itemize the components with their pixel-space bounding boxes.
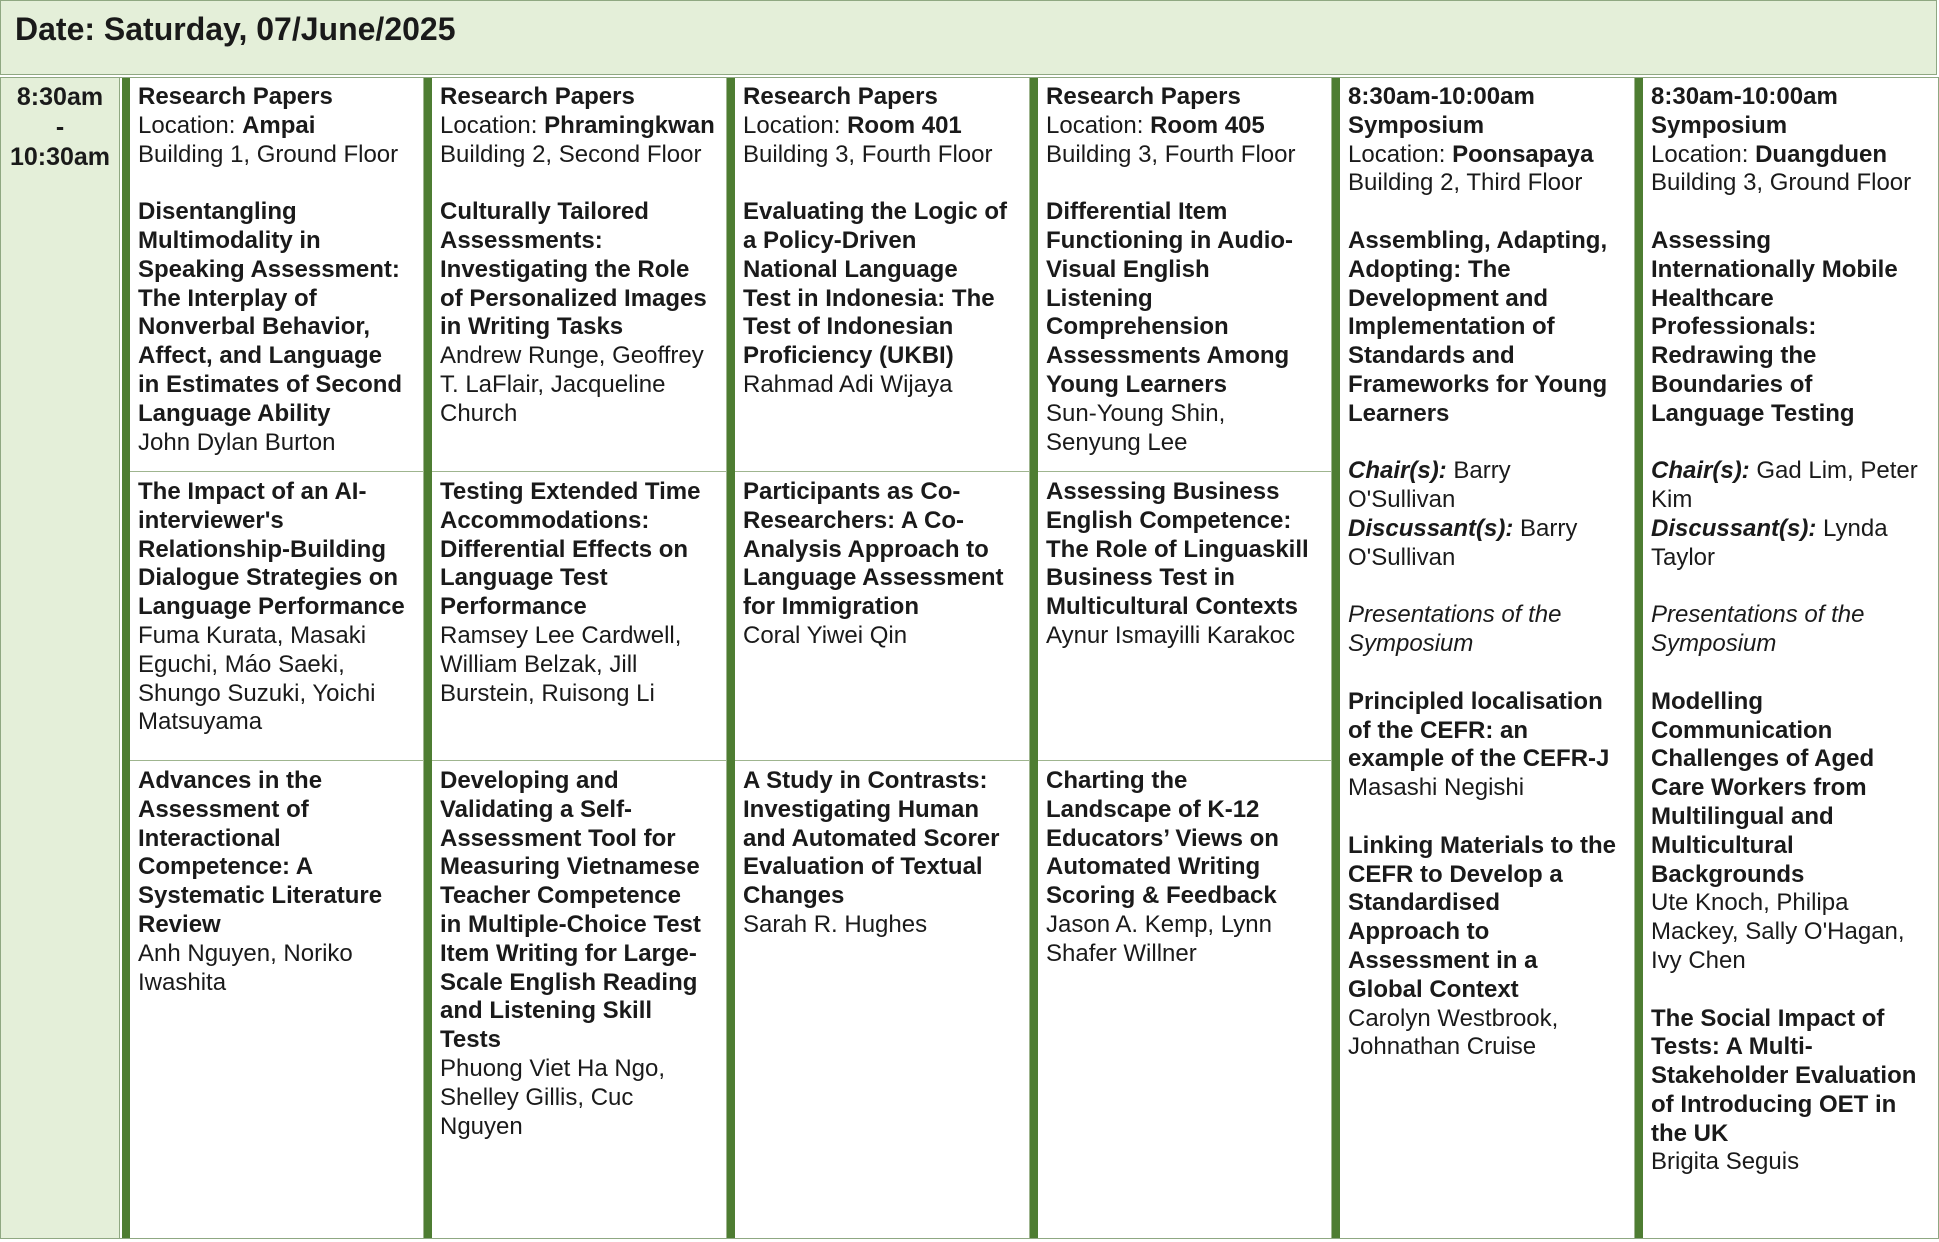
heading-line: Assessments: xyxy=(440,226,603,254)
heading-line: of Personalized Images xyxy=(440,284,707,312)
location-label: Location: xyxy=(1348,140,1453,168)
heading-line: Differential Item xyxy=(1046,198,1228,226)
session-cell xyxy=(432,760,726,1238)
session-cell xyxy=(130,471,423,760)
text-line: William Belzak, Jill xyxy=(440,650,638,678)
session-column-6 xyxy=(1635,77,1939,1239)
heading-line: Language Performance xyxy=(138,593,405,621)
heading-line: in Writing Tasks xyxy=(440,313,624,341)
heading-line: Communication xyxy=(1651,716,1833,744)
spacer xyxy=(440,169,726,198)
heading-line: 8:30am-10:00am xyxy=(1348,83,1535,110)
role-person: Gad Lim, Peter xyxy=(1749,457,1918,485)
role-label: Chair(s): xyxy=(1651,457,1750,485)
heading-line: The Social Impact of xyxy=(1651,1004,1885,1032)
heading-line: Developing and xyxy=(440,767,619,794)
heading-line: in Multiple-Choice Test xyxy=(440,910,701,938)
text-line: Kim xyxy=(1651,486,1693,514)
time-start: 8:30am xyxy=(16,83,104,111)
text-line: Nguyen xyxy=(440,1112,523,1140)
text-line: Shafer Willner xyxy=(1046,939,1197,967)
heading-line: Research Papers xyxy=(440,83,635,110)
heading-line: English Competence: xyxy=(1046,506,1292,534)
heading-line: Principled localisation xyxy=(1348,687,1603,715)
heading-line: Testing Extended Time xyxy=(440,478,701,505)
heading-line: Evaluating the Logic of xyxy=(743,198,1008,226)
heading-line: Multicultural Contexts xyxy=(1046,593,1299,621)
heading-line: The Interplay of xyxy=(138,284,317,312)
heading-line: Evaluation of Textual xyxy=(743,853,983,881)
heading-line: Assessing Business xyxy=(1046,478,1280,505)
heading-line: Healthcare xyxy=(1651,284,1774,312)
heading-line: Frameworks for Young xyxy=(1348,370,1608,398)
text-line: Ute Knoch, Philipa xyxy=(1651,889,1849,917)
location-line xyxy=(440,112,726,141)
heading-line: Accommodations: xyxy=(440,506,650,534)
text-line: Church xyxy=(440,399,518,427)
heading-line: Development and xyxy=(1348,284,1549,312)
heading-line: Research Papers xyxy=(743,83,938,110)
heading-line: and Automated Scorer xyxy=(743,824,1000,852)
role-line xyxy=(1651,457,1938,486)
heading-line: Assessment in a xyxy=(1348,946,1538,974)
heading-line: Nonverbal Behavior, xyxy=(138,313,371,341)
heading-line: Proficiency (UKBI) xyxy=(743,342,954,370)
heading-line: for Immigration xyxy=(743,593,920,621)
heading-line: Assessment of xyxy=(138,795,309,823)
heading-line: Approach to xyxy=(1348,918,1490,946)
heading-line: Visual English xyxy=(1046,255,1210,283)
heading-line: Changes xyxy=(743,882,845,910)
spacer xyxy=(1651,198,1938,227)
location-label: Location: xyxy=(440,111,545,139)
text-line: Mackey, Sally O'Hagan, xyxy=(1651,918,1905,946)
heading-line: Analysis Approach to xyxy=(743,535,989,563)
heading-line: Charting the xyxy=(1046,767,1188,794)
spacer xyxy=(1651,659,1938,688)
text-line: Ivy Chen xyxy=(1651,946,1746,974)
spacer xyxy=(1348,659,1634,688)
heading-line: Modelling xyxy=(1651,687,1763,715)
heading-line: CEFR to Develop a xyxy=(1348,860,1563,888)
session-cell xyxy=(1643,77,1938,1238)
spacer xyxy=(743,169,1029,198)
heading-line: Investigating Human xyxy=(743,795,980,823)
date-header xyxy=(0,0,1937,75)
text-line: O'Sullivan xyxy=(1348,543,1456,571)
heading-line: Symposium xyxy=(1651,111,1788,139)
heading-line: Implementation of xyxy=(1348,313,1555,341)
date-title: Date: Saturday, 07/June/2025 xyxy=(15,11,456,47)
text-line: Aynur Ismayilli Karakoc xyxy=(1046,621,1295,649)
heading-line: Dialogue Strategies on xyxy=(138,564,399,592)
text-line: Building 2, Second Floor xyxy=(440,140,702,168)
session-cell xyxy=(735,77,1029,471)
heading-line: Business Test in xyxy=(1046,564,1235,592)
role-label: Discussant(s): xyxy=(1348,514,1514,542)
heading-line: A Study in Contrasts: xyxy=(743,767,988,794)
heading-line: Assembling, Adapting, xyxy=(1348,226,1608,254)
session-cell xyxy=(130,760,423,1238)
text-line: Masashi Negishi xyxy=(1348,774,1525,802)
time-end: 10:30am xyxy=(9,143,111,171)
note-line: Presentations of the xyxy=(1348,601,1562,629)
location-room: Duangduen xyxy=(1755,140,1888,168)
heading-line: of Introducing OET in xyxy=(1651,1090,1897,1118)
location-label: Location: xyxy=(1046,111,1151,139)
heading-line: a Policy-Driven xyxy=(743,226,917,254)
heading-line: The Impact of an AI- xyxy=(138,478,367,505)
spacer xyxy=(1348,198,1634,227)
text-line: Building 1, Ground Floor xyxy=(138,140,399,168)
location-line xyxy=(1651,141,1938,170)
location-room: Poonsapaya xyxy=(1452,140,1594,168)
location-label: Location: xyxy=(138,111,243,139)
text-line: Senyung Lee xyxy=(1046,428,1188,456)
heading-line: Boundaries of xyxy=(1651,370,1813,398)
text-line: Jason A. Kemp, Lynn xyxy=(1046,910,1272,938)
heading-line: Professionals: xyxy=(1651,313,1817,341)
session-cell xyxy=(432,471,726,760)
heading-line: Measuring Vietnamese xyxy=(440,853,700,881)
role-label: Discussant(s): xyxy=(1651,514,1817,542)
text-line: Iwashita xyxy=(138,968,227,996)
location-label: Location: xyxy=(1651,140,1756,168)
heading-line: Standardised xyxy=(1348,889,1501,917)
heading-line: Care Workers from xyxy=(1651,774,1867,802)
time-dash: - xyxy=(55,113,65,141)
session-cell xyxy=(735,471,1029,760)
heading-line: Tests: A Multi- xyxy=(1651,1033,1813,1061)
heading-line: Research Papers xyxy=(1046,83,1241,110)
text-line: Matsuyama xyxy=(138,708,263,736)
heading-line: Language Test xyxy=(440,564,608,592)
text-line: Brigita Seguis xyxy=(1651,1148,1800,1176)
text-line: Shelley Gillis, Cuc xyxy=(440,1083,634,1111)
heading-line: Tests xyxy=(440,1026,501,1054)
heading-line: Challenges of Aged xyxy=(1651,745,1875,773)
heading-line: Multilingual and xyxy=(1651,802,1834,830)
heading-line: interviewer's xyxy=(138,506,284,534)
location-line xyxy=(743,112,1029,141)
heading-line: Multicultural xyxy=(1651,831,1794,859)
session-column-1 xyxy=(122,77,424,1239)
text-line: Anh Nguyen, Noriko xyxy=(138,939,353,967)
heading-line: Relationship-Building xyxy=(138,535,386,563)
text-line: Carolyn Westbrook, xyxy=(1348,1004,1559,1032)
note-line: Symposium xyxy=(1651,630,1777,658)
text-line: Sarah R. Hughes xyxy=(743,910,928,938)
location-line xyxy=(1348,141,1634,170)
heading-line: the UK xyxy=(1651,1119,1729,1147)
heading-line: and Listening Skill xyxy=(440,997,653,1025)
text-line: Coral Yiwei Qin xyxy=(743,621,908,649)
location-line xyxy=(138,112,423,141)
heading-line: Educators’ Views on xyxy=(1046,824,1279,852)
heading-line: Listening xyxy=(1046,284,1153,312)
role-person: Lynda xyxy=(1816,514,1888,542)
text-line: Taylor xyxy=(1651,543,1716,571)
heading-line: Assessments Among xyxy=(1046,342,1290,370)
heading-line: Teacher Competence xyxy=(440,882,681,910)
spacer xyxy=(1651,429,1938,458)
heading-line: Item Writing for Large- xyxy=(440,939,697,967)
location-room: Room 405 xyxy=(1150,111,1265,139)
location-label: Location: xyxy=(743,111,848,139)
text-line: John Dylan Burton xyxy=(138,428,336,456)
text-line: Shungo Suzuki, Yoichi xyxy=(138,679,376,707)
heading-line: The Role of Linguaskill xyxy=(1046,535,1309,563)
text-line: Andrew Runge, Geoffrey xyxy=(440,342,704,370)
text-line: Eguchi, Máo Saeki, xyxy=(138,650,345,678)
location-line xyxy=(1046,112,1331,141)
spacer xyxy=(1348,573,1634,602)
heading-line: National Language xyxy=(743,255,958,283)
heading-line: in Estimates of Second xyxy=(138,370,403,398)
heading-line: Backgrounds xyxy=(1651,860,1805,888)
heading-line: Learners xyxy=(1348,399,1450,427)
spacer xyxy=(1348,429,1634,458)
heading-line: Symposium xyxy=(1348,111,1485,139)
heading-line: Linking Materials to the xyxy=(1348,831,1617,859)
heading-line: Assessment Tool for xyxy=(440,824,676,852)
session-cell xyxy=(1340,77,1634,1238)
text-line: Building 3, Ground Floor xyxy=(1651,169,1912,197)
spacer xyxy=(138,169,423,198)
text-line: Building 2, Third Floor xyxy=(1348,169,1583,197)
spacer xyxy=(1651,573,1938,602)
heading-line: Investigating the Role xyxy=(440,255,690,283)
spacer xyxy=(1348,803,1634,832)
heading-line: Research Papers xyxy=(138,83,333,110)
session-column-4 xyxy=(1030,77,1332,1239)
heading-line: of the CEFR: an xyxy=(1348,716,1528,744)
heading-line: Landscape of K-12 xyxy=(1046,795,1260,823)
text-line: Rahmad Adi Wijaya xyxy=(743,370,953,398)
role-line xyxy=(1348,457,1634,486)
heading-line: example of the CEFR-J xyxy=(1348,745,1610,773)
heading-line: Scoring & Feedback xyxy=(1046,882,1277,910)
heading-line: Culturally Tailored xyxy=(440,198,649,226)
note-line: Presentations of the xyxy=(1651,601,1865,629)
heading-line: Stakeholder Evaluation xyxy=(1651,1062,1917,1090)
heading-line: Standards and xyxy=(1348,342,1515,370)
heading-line: Language Assessment xyxy=(743,564,1004,592)
role-line xyxy=(1348,515,1634,544)
session-column-2 xyxy=(424,77,727,1239)
session-column-3 xyxy=(727,77,1030,1239)
session-cell xyxy=(1038,77,1331,471)
text-line: Burstein, Ruisong Li xyxy=(440,679,655,707)
text-line: O'Sullivan xyxy=(1348,486,1456,514)
heading-line: Speaking Assessment: xyxy=(138,255,400,283)
heading-line: Validating a Self- xyxy=(440,795,633,823)
role-person: Barry xyxy=(1513,514,1578,542)
heading-line: Disentangling xyxy=(138,198,297,226)
heading-line: Global Context xyxy=(1348,975,1519,1003)
heading-line: Assessing xyxy=(1651,226,1772,254)
text-line: Ramsey Lee Cardwell, xyxy=(440,621,682,649)
heading-line: Interactional xyxy=(138,824,281,852)
session-cell xyxy=(130,77,423,471)
text-line: Sun-Young Shin, xyxy=(1046,399,1226,427)
location-room: Ampai xyxy=(242,111,316,139)
location-room: Phramingkwan xyxy=(544,111,715,139)
text-line: T. LaFlair, Jacqueline xyxy=(440,370,666,398)
role-line xyxy=(1651,515,1938,544)
heading-line: Comprehension xyxy=(1046,313,1229,341)
heading-line: Test in Indonesia: The xyxy=(743,284,995,312)
text-line: Building 3, Fourth Floor xyxy=(1046,140,1296,168)
heading-line: Multimodality in xyxy=(138,226,321,254)
heading-line: Language Ability xyxy=(138,399,331,427)
session-cell xyxy=(432,77,726,471)
heading-line: Adopting: The xyxy=(1348,255,1511,283)
session-cell xyxy=(735,760,1029,1238)
heading-line: Redrawing the xyxy=(1651,342,1817,370)
time-slot-column xyxy=(0,77,120,1239)
heading-line: Advances in the xyxy=(138,767,323,794)
heading-line: Scale English Reading xyxy=(440,968,698,996)
note-line: Symposium xyxy=(1348,630,1474,658)
text-line: Building 3, Fourth Floor xyxy=(743,140,993,168)
heading-line: Differential Effects on xyxy=(440,535,689,563)
heading-line: Systematic Literature xyxy=(138,882,383,910)
session-cell xyxy=(1038,760,1331,1238)
text-line: Phuong Viet Ha Ngo, xyxy=(440,1054,666,1082)
spacer xyxy=(1651,976,1938,1005)
heading-line: Language Testing xyxy=(1651,399,1855,427)
spacer xyxy=(1046,169,1331,198)
session-cell xyxy=(1038,471,1331,760)
heading-line: Affect, and Language xyxy=(138,342,383,370)
heading-line: Internationally Mobile xyxy=(1651,255,1898,283)
heading-line: Performance xyxy=(440,593,587,621)
role-label: Chair(s): xyxy=(1348,457,1447,485)
heading-line: Test of Indonesian xyxy=(743,313,954,341)
heading-line: Researchers: A Co- xyxy=(743,506,964,534)
heading-line: Competence: A xyxy=(138,853,314,881)
text-line: Fuma Kurata, Masaki xyxy=(138,621,367,649)
session-column-5 xyxy=(1332,77,1635,1239)
heading-line: Functioning in Audio- xyxy=(1046,226,1294,254)
heading-line: Participants as Co- xyxy=(743,478,961,505)
heading-line: Review xyxy=(138,910,221,938)
role-person: Barry xyxy=(1446,457,1511,485)
text-line: Johnathan Cruise xyxy=(1348,1033,1537,1061)
location-room: Room 401 xyxy=(847,111,962,139)
heading-line: Young Learners xyxy=(1046,370,1227,398)
heading-line: 8:30am-10:00am xyxy=(1651,83,1838,110)
heading-line: Automated Writing xyxy=(1046,853,1261,881)
